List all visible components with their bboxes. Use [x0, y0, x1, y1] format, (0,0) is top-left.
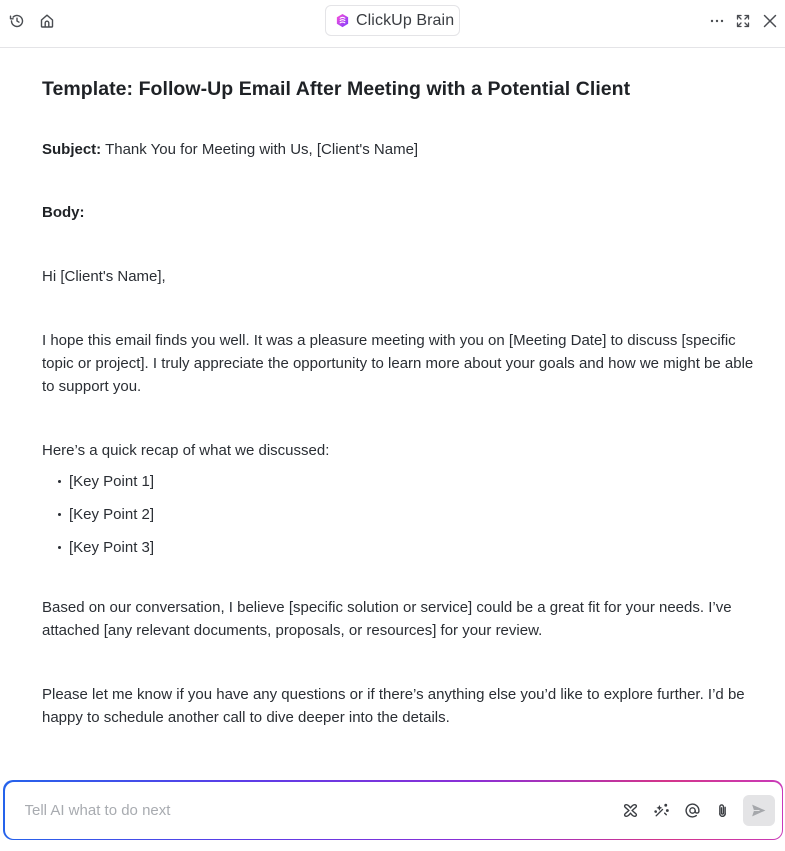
send-icon: [750, 802, 767, 819]
ai-composer-inner: [5, 782, 782, 839]
document-title: Template: Follow-Up Email After Meeting with a Potential Client: [42, 78, 631, 100]
clickup-brain-logo-icon: [335, 13, 350, 28]
body-label: Body:: [42, 204, 85, 221]
subject-label: Subject:: [42, 141, 102, 158]
bullet-text: [Key Point 1]: [69, 473, 155, 490]
closing-paragraph: Please let me know if you have any questions or if there’s anything else you’d like to explore further. I’d be happy to schedule another call to dive deeper into the details.: [42, 686, 745, 726]
list-item: [58, 470, 154, 493]
greeting: Hi [Client's Name],: [42, 268, 166, 285]
bullet-icon: [58, 546, 61, 549]
subject-line: [42, 138, 762, 161]
bullet-text: [Key Point 3]: [69, 539, 155, 556]
ai-composer: [3, 780, 783, 840]
clickup-brain-title[interactable]: [325, 5, 460, 36]
intro-paragraph: I hope this email finds you well. It was a pleasure meeting with you on [Meeting Date] to discuss [specific topic or project]. I truly appreciate the opportunity to learn more about your goals and how we might be able to support you.: [42, 332, 754, 395]
history-icon[interactable]: [8, 12, 26, 30]
bullet-icon: [58, 480, 61, 483]
send-button[interactable]: [743, 795, 775, 826]
recap-intro: Here’s a quick recap of what we discussed:: [42, 442, 330, 459]
list-item: [58, 536, 154, 559]
bullet-icon: [58, 513, 61, 516]
body-label-line: [42, 201, 762, 224]
panel-title: ClickUp Brain: [356, 11, 455, 29]
attach-icon[interactable]: [713, 801, 733, 821]
brain-icon[interactable]: [621, 801, 641, 821]
panel-header: [0, 0, 785, 48]
more-icon[interactable]: [708, 12, 726, 30]
proposal-paragraph: Based on our conversation, I believe [specific solution or service] could be a great fit for your needs. I’ve attached [any relevant documents, proposals, or resources] for your review.: [42, 599, 732, 639]
expand-icon[interactable]: [734, 12, 752, 30]
list-item: [58, 503, 154, 526]
mention-icon[interactable]: [683, 801, 703, 821]
home-icon[interactable]: [38, 12, 56, 30]
bullet-text: [Key Point 2]: [69, 506, 155, 523]
ai-prompt-input[interactable]: [25, 782, 605, 839]
subject-value: Thank You for Meeting with Us, [Client's Name]: [101, 141, 419, 158]
close-icon[interactable]: [761, 12, 779, 30]
magic-wand-icon[interactable]: [652, 801, 672, 821]
